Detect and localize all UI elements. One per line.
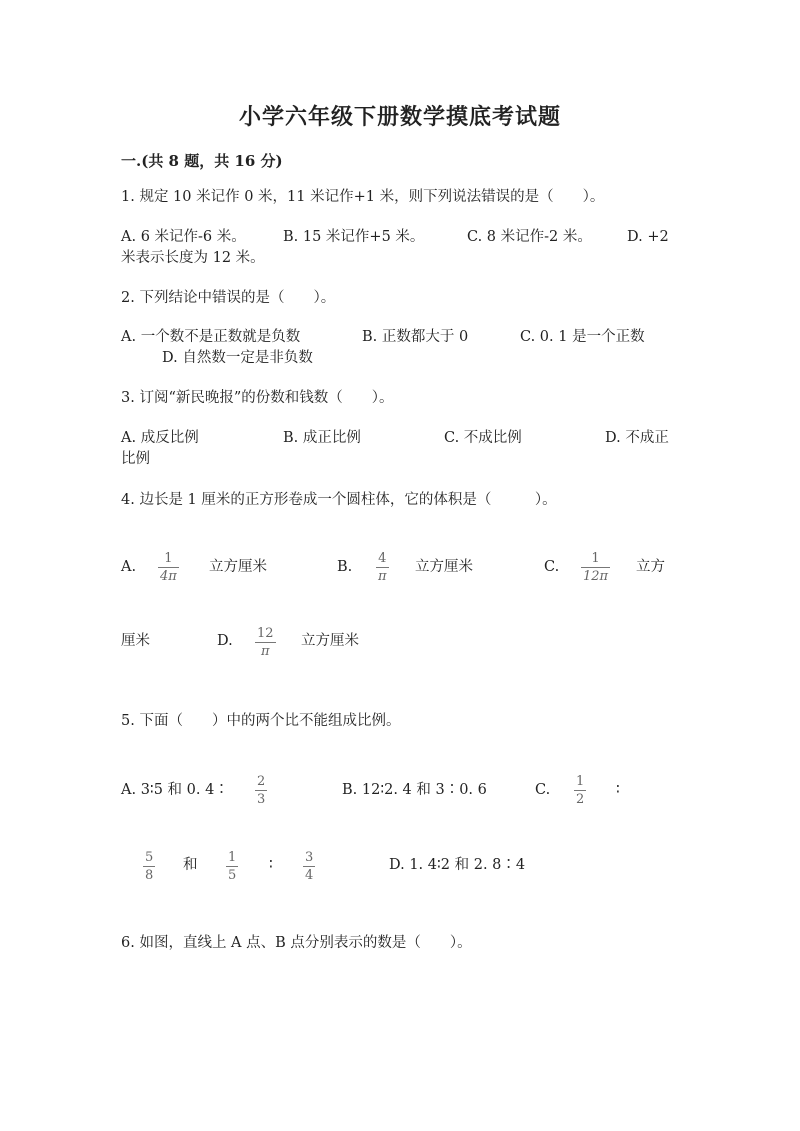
question-4-option-b-unit: 立方厘米 bbox=[415, 559, 473, 575]
fraction-numerator: 1 bbox=[228, 850, 237, 865]
section-heading: 一.(共 8 题，共 16 分) bbox=[121, 152, 283, 170]
fraction-denominator: 2 bbox=[576, 792, 585, 807]
question-4-stem: 4. 边长是 1 厘米的正方形卷成一个圆柱体，它的体积是（ ）。 bbox=[121, 492, 557, 508]
question-4-option-c-unit-continued: 厘米 bbox=[121, 633, 150, 649]
question-1-stem: 1. 规定 10 米记作 0 米，11 米记作+1 米，则下列说法错误的是（ ）。 bbox=[121, 189, 605, 205]
ratio-colon: ∶ bbox=[616, 782, 620, 798]
question-4-option-c-label[interactable]: C. bbox=[544, 559, 560, 575]
fraction-numerator: 1 bbox=[591, 551, 600, 566]
question-3-option-b[interactable]: B. 成正比例 bbox=[283, 430, 361, 446]
question-4-option-a-unit: 立方厘米 bbox=[209, 559, 267, 575]
fraction-bar bbox=[581, 567, 610, 568]
question-4-option-a-fraction bbox=[158, 551, 179, 584]
question-5-option-d[interactable]: D. 1. 4∶2 和 2. 8∶4 bbox=[389, 857, 526, 873]
question-1-option-d-continued: 米表示长度为 12 米。 bbox=[121, 250, 265, 266]
question-5-option-c-fraction-1 bbox=[574, 774, 586, 807]
question-1-option-c[interactable]: C. 8 米记作-2 米。 bbox=[467, 229, 592, 245]
question-4-option-d-label[interactable]: D. bbox=[217, 633, 233, 649]
fraction-denominator: π bbox=[378, 569, 387, 584]
fraction-denominator: π bbox=[261, 644, 270, 659]
fraction-numerator: 1 bbox=[576, 774, 585, 789]
fraction-numerator: 1 bbox=[164, 551, 173, 566]
question-2-option-b[interactable]: B. 正数都大于 0 bbox=[362, 329, 469, 345]
question-6-stem: 6. 如图，直线上 A 点、B 点分别表示的数是（ ）。 bbox=[121, 935, 472, 951]
question-2-stem: 2. 下列结论中错误的是（ ）。 bbox=[121, 290, 336, 306]
fraction-denominator: 12π bbox=[583, 569, 609, 584]
ratio-colon: ∶ bbox=[269, 857, 273, 873]
question-4-option-d-fraction bbox=[255, 626, 276, 659]
fraction-bar bbox=[255, 642, 276, 643]
question-1-option-b[interactable]: B. 15 米记作+5 米。 bbox=[283, 229, 425, 245]
question-2-option-d[interactable]: D. 自然数一定是非负数 bbox=[162, 350, 313, 366]
question-4-option-c-fraction bbox=[581, 551, 610, 584]
fraction-numerator: 12 bbox=[257, 626, 274, 641]
fraction-denominator: 4 bbox=[305, 868, 314, 883]
question-4-option-d-unit: 立方厘米 bbox=[301, 633, 359, 649]
fraction-numerator: 3 bbox=[305, 850, 314, 865]
fraction-denominator: 3 bbox=[257, 792, 266, 807]
question-4-option-b-label[interactable]: B. bbox=[337, 559, 353, 575]
question-4-option-a-label[interactable]: A. bbox=[121, 559, 137, 575]
fraction-denominator: 5 bbox=[228, 868, 237, 883]
question-4-option-c-unit: 立方 bbox=[636, 559, 665, 575]
fraction-numerator: 2 bbox=[257, 774, 266, 789]
fraction-bar bbox=[158, 567, 179, 568]
question-3-option-d[interactable]: D. 不成正 bbox=[605, 430, 669, 446]
fraction-denominator: 4π bbox=[160, 569, 177, 584]
question-2-option-c[interactable]: C. 0. 1 是一个正数 bbox=[520, 329, 645, 345]
question-5-option-a-fraction bbox=[255, 774, 267, 807]
fraction-bar bbox=[143, 866, 155, 867]
question-5-option-c-fraction-2 bbox=[143, 850, 155, 883]
fraction-bar bbox=[376, 567, 389, 568]
question-5-stem: 5. 下面（ ）中的两个比不能组成比例。 bbox=[121, 713, 401, 729]
question-5-option-a[interactable]: A. 3∶5 和 0. 4∶ bbox=[121, 782, 229, 798]
question-5-option-b[interactable]: B. 12∶2. 4 和 3∶0. 6 bbox=[342, 782, 487, 798]
fraction-bar bbox=[226, 866, 238, 867]
page-title: 小学六年级下册数学摸底考试题 bbox=[238, 104, 561, 130]
fraction-bar bbox=[574, 790, 586, 791]
fraction-bar bbox=[255, 790, 267, 791]
question-1-option-d[interactable]: D. +2 bbox=[627, 229, 669, 245]
question-3-stem: 3. 订阅“新民晚报”的份数和钱数（ ）。 bbox=[121, 390, 394, 406]
fraction-bar bbox=[303, 866, 315, 867]
fraction-numerator: 5 bbox=[145, 850, 154, 865]
fraction-denominator: 8 bbox=[145, 868, 154, 883]
question-3-option-d-continued: 比例 bbox=[121, 451, 150, 467]
question-3-option-c[interactable]: C. 不成比例 bbox=[444, 430, 522, 446]
question-1-option-a[interactable]: A. 6 米记作-6 米。 bbox=[121, 229, 246, 245]
question-3-option-a[interactable]: A. 成反比例 bbox=[121, 430, 199, 446]
question-5-option-c-fraction-4 bbox=[303, 850, 315, 883]
question-5-option-c-fraction-3 bbox=[226, 850, 238, 883]
fraction-numerator: 4 bbox=[378, 551, 387, 566]
question-4-option-b-fraction bbox=[376, 551, 389, 584]
question-5-option-c-label[interactable]: C. bbox=[535, 782, 551, 798]
and-word: 和 bbox=[183, 857, 198, 873]
question-2-option-a[interactable]: A. 一个数不是正数就是负数 bbox=[121, 329, 301, 345]
